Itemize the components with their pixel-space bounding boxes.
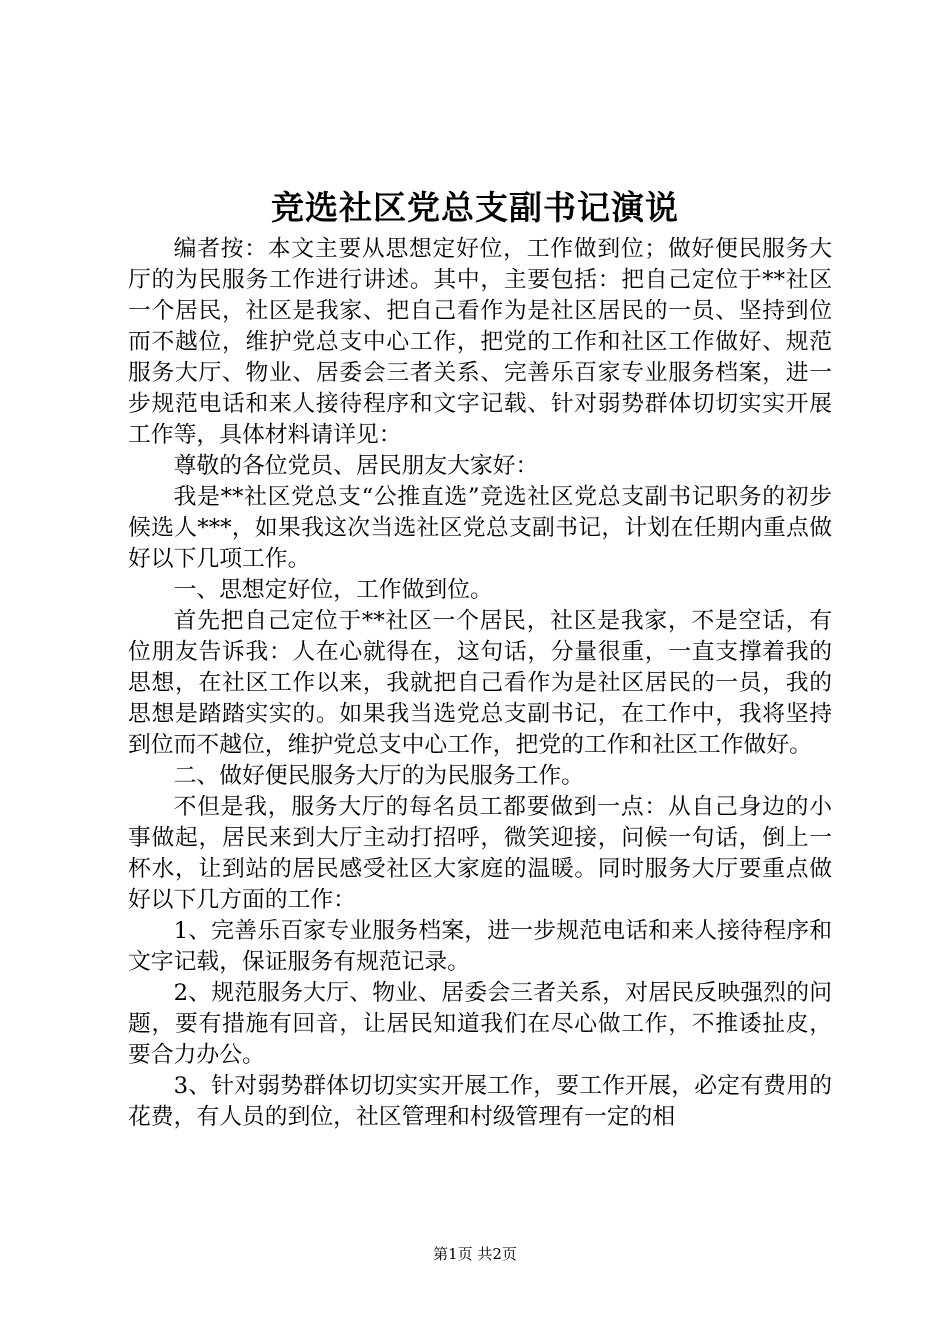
section-heading-2: 二、做好便民服务大厅的为民服务工作。 bbox=[173, 763, 584, 789]
paragraph-introduction: 我是**社区党总支“公推直选”竞选社区党总支副书记职务的初步候选人***，如果我这次当选社区党总支副书记，计划在任期内重点做好以下几项工作。 bbox=[128, 484, 832, 572]
paragraph-section-2: 不但是我，服务大厅的每名员工都要做到一点：从自己身边的小事做起，居民来到大厅主动打招呼，微笑迎接，问候一句话，倒上一杯水，让到站的居民感受社区大家庭的温暖。同时服务大厅要重点做好以下几方面的工作： bbox=[128, 794, 832, 913]
list-item-3: 3、针对弱势群体切切实实开展工作，要工作开展，必定有费用的花费，有人员的到位，社区管理和村级管理有一定的相 bbox=[128, 1073, 832, 1130]
document-body bbox=[128, 234, 832, 1133]
list-item-2: 2、规范服务大厅、物业、居委会三者关系，对居民反映强烈的问题，要有措施有回音，让居民知道我们在尽心做工作，不推诿扯皮，要合力办公。 bbox=[128, 980, 832, 1068]
page-footer: 第1页 共2页 bbox=[433, 1245, 517, 1263]
document-title: 竞选社区党总支副书记演说 bbox=[271, 188, 679, 227]
paragraph-section-1: 首先把自己定位于**社区一个居民，社区是我家，不是空话，有位朋友告诉我：人在心就得在，这句话，分量很重，一直支撑着我的思想，在社区工作以来，我就把自己看作为是社区居民的一员，我的思想是踏踏实实的。如果我当选党总支副书记，在工作中，我将坚持到位而不越位，维护党总支中心工作，把党的工作和社区工作做好。 bbox=[128, 608, 832, 758]
paragraph-greeting: 尊敬的各位党员、居民朋友大家好： bbox=[173, 453, 539, 479]
paragraph-editor-note: 编者按：本文主要从思想定好位，工作做到位；做好便民服务大厅的为民服务工作进行讲述。其中，主要包括：把自己定位于**社区一个居民，社区是我家、把自己看作为是社区居民的一员、坚持到位而不越位，维护党总支中心工作，把党的工作和社区工作做好、规范服务大厅、物业、居委会三者关系、完善乐百家专业服务档案，进一步规范电话和来人接待程序和文字记载、针对弱势群体切切实实开展工作等，具体材料请详见： bbox=[128, 236, 832, 448]
section-heading-1: 一、思想定好位，工作做到位。 bbox=[173, 577, 493, 603]
list-item-1: 1、完善乐百家专业服务档案，进一步规范电话和来人接待程序和文字记载，保证服务有规范记录。 bbox=[128, 918, 832, 975]
